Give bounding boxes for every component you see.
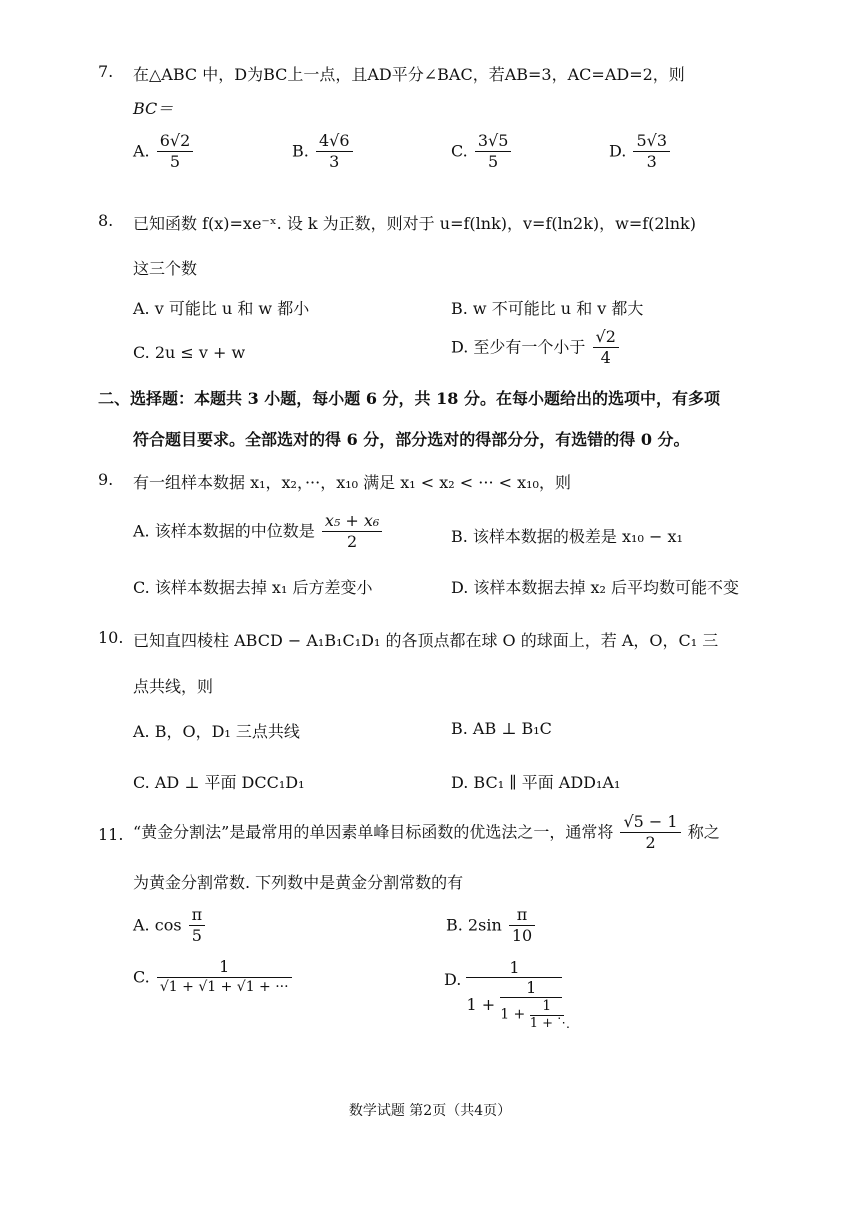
page-footer: 数学试题 第2页（共4页） — [348, 1103, 512, 1119]
q7-text-cont: BC＝ — [133, 99, 174, 118]
cf-level-2: 1 + $\frac{1}{1 + ⋱}$ — [500, 998, 571, 1032]
q7-option-a — [133, 132, 195, 172]
q8-option-b: B. w 不可能比 u 和 v 都大 — [451, 299, 644, 318]
q10-text: 已知直四棱柱 ABCD − A₁B₁C₁D₁ 的各顶点都在球 O 的球面上，若 A，O，C₁ 三 — [133, 631, 719, 650]
cf-inner: 1 1 + $\frac{1}{1 + ⋱}$ — [500, 978, 571, 1032]
q10-option-a: A. B，O，D₁ 三点共线 — [133, 722, 300, 741]
q7-option-c — [451, 132, 513, 172]
cf-level-1: 1 + 1 1 + $\frac{1}{1 + ⋱}$ — [466, 978, 571, 1032]
q11-option-b — [446, 906, 537, 946]
golden-ratio-fraction: $\frac{√5 - 1}{2}$ — [620, 813, 680, 853]
q7-option-d — [609, 132, 672, 172]
option-label: A. cos — [133, 915, 182, 935]
option-label: C. — [133, 967, 150, 987]
q11-option-c — [133, 958, 294, 995]
fraction: $\frac{\pi}{5}$ — [189, 906, 206, 946]
q8-text: 已知函数 f(x)=xe⁻ˣ. 设 k 为正数，则对于 u=f(lnk)，v=f(ln2k)，w=f(2lnk) — [133, 214, 696, 233]
q10-option-c: C. AD ⊥ 平面 DCC₁D₁ — [133, 773, 305, 792]
q11-text — [133, 813, 720, 853]
q8-option-c: C. 2u ≤ v + w — [133, 343, 246, 362]
fraction: $\frac{5√3}{3}$ — [633, 132, 670, 172]
option-label: B. — [292, 141, 309, 161]
option-label: C. — [451, 141, 468, 161]
q11-number: 11. — [98, 825, 124, 844]
fraction: $\frac{\pi}{10}$ — [509, 906, 535, 946]
q8-text-cont: 这三个数 — [133, 259, 198, 278]
option-label: D. — [444, 970, 462, 989]
q9-number: 9. — [98, 470, 114, 489]
q11-option-a — [133, 906, 207, 946]
option-text: D. 至少有一个小于 — [451, 337, 586, 357]
q8-number: 8. — [98, 211, 114, 230]
q7-option-b — [292, 132, 355, 172]
q9-option-b: B. 该样本数据的极差是 x₁₀ − x₁ — [451, 527, 683, 546]
q11-text-cont: 为黄金分割常数. 下列数中是黄金分割常数的有 — [133, 873, 464, 892]
option-label: B. 2sin — [446, 915, 502, 935]
fraction: $\frac{3√5}{5}$ — [475, 132, 512, 172]
fraction: $\frac{√2}{4}$ — [593, 328, 619, 368]
section-heading-cont: 符合题目要求。全部选对的得 6 分，部分选对的得部分分，有选错的得 0 分。 — [133, 430, 690, 449]
q9-text: 有一组样本数据 x₁，x₂，···，x₁₀ 满足 x₁ < x₂ < ··· < x₁₀，则 — [133, 473, 571, 492]
fraction: $\frac{\text{x₅ + x₆}}{2}$ — [322, 512, 382, 552]
q9-option-d: D. 该样本数据去掉 x₂ 后平均数可能不变 — [451, 578, 740, 597]
option-text: A. 该样本数据的中位数是 — [133, 521, 315, 541]
q11-option-d — [444, 958, 570, 1032]
continued-fraction: 1 1 + 1 1 + $\frac{1}{1 + ⋱}$ — [466, 958, 571, 1032]
q9-option-a — [133, 512, 384, 552]
q9-option-c: C. 该样本数据去掉 x₁ 后方差变小 — [133, 578, 373, 597]
q7-number: 7. — [98, 62, 114, 81]
option-label: A. — [133, 141, 150, 161]
q7-text: 在△ABC 中，D为BC上一点，且AD平分∠BAC，若AB=3，AC=AD=2，则 — [133, 65, 685, 84]
q10-option-d: D. BC₁ ∥ 平面 ADD₁A₁ — [451, 773, 621, 792]
nested-radical-fraction: $\frac{1}{√1 + √1 + √1 + \cdot\cdot\cdot}$ — [157, 958, 292, 995]
q8-option-d — [451, 328, 621, 368]
fraction: $\frac{4√6}{3}$ — [316, 132, 353, 172]
cf-inner-2: $\frac{1}{1 + ⋱}$ — [529, 998, 571, 1032]
option-label: D. — [609, 141, 627, 161]
section-heading: 二、选择题：本题共 3 小题，每小题 6 分，共 18 分。在每小题给出的选项中，有多项 — [98, 389, 720, 408]
q10-number: 10. — [98, 628, 124, 647]
fraction: $\frac{6√2}{5}$ — [157, 132, 194, 172]
q10-text-cont: 点共线，则 — [133, 677, 214, 696]
q10-option-b: B. AB ⊥ B₁C — [451, 719, 552, 738]
q8-option-a: A. v 可能比 u 和 w 都小 — [133, 299, 310, 318]
q11-text-suffix: 称之 — [687, 822, 720, 842]
q11-text-prefix: “黄金分割法”是最常用的单因素单峰目标函数的优选法之一，通常将 — [133, 822, 614, 842]
